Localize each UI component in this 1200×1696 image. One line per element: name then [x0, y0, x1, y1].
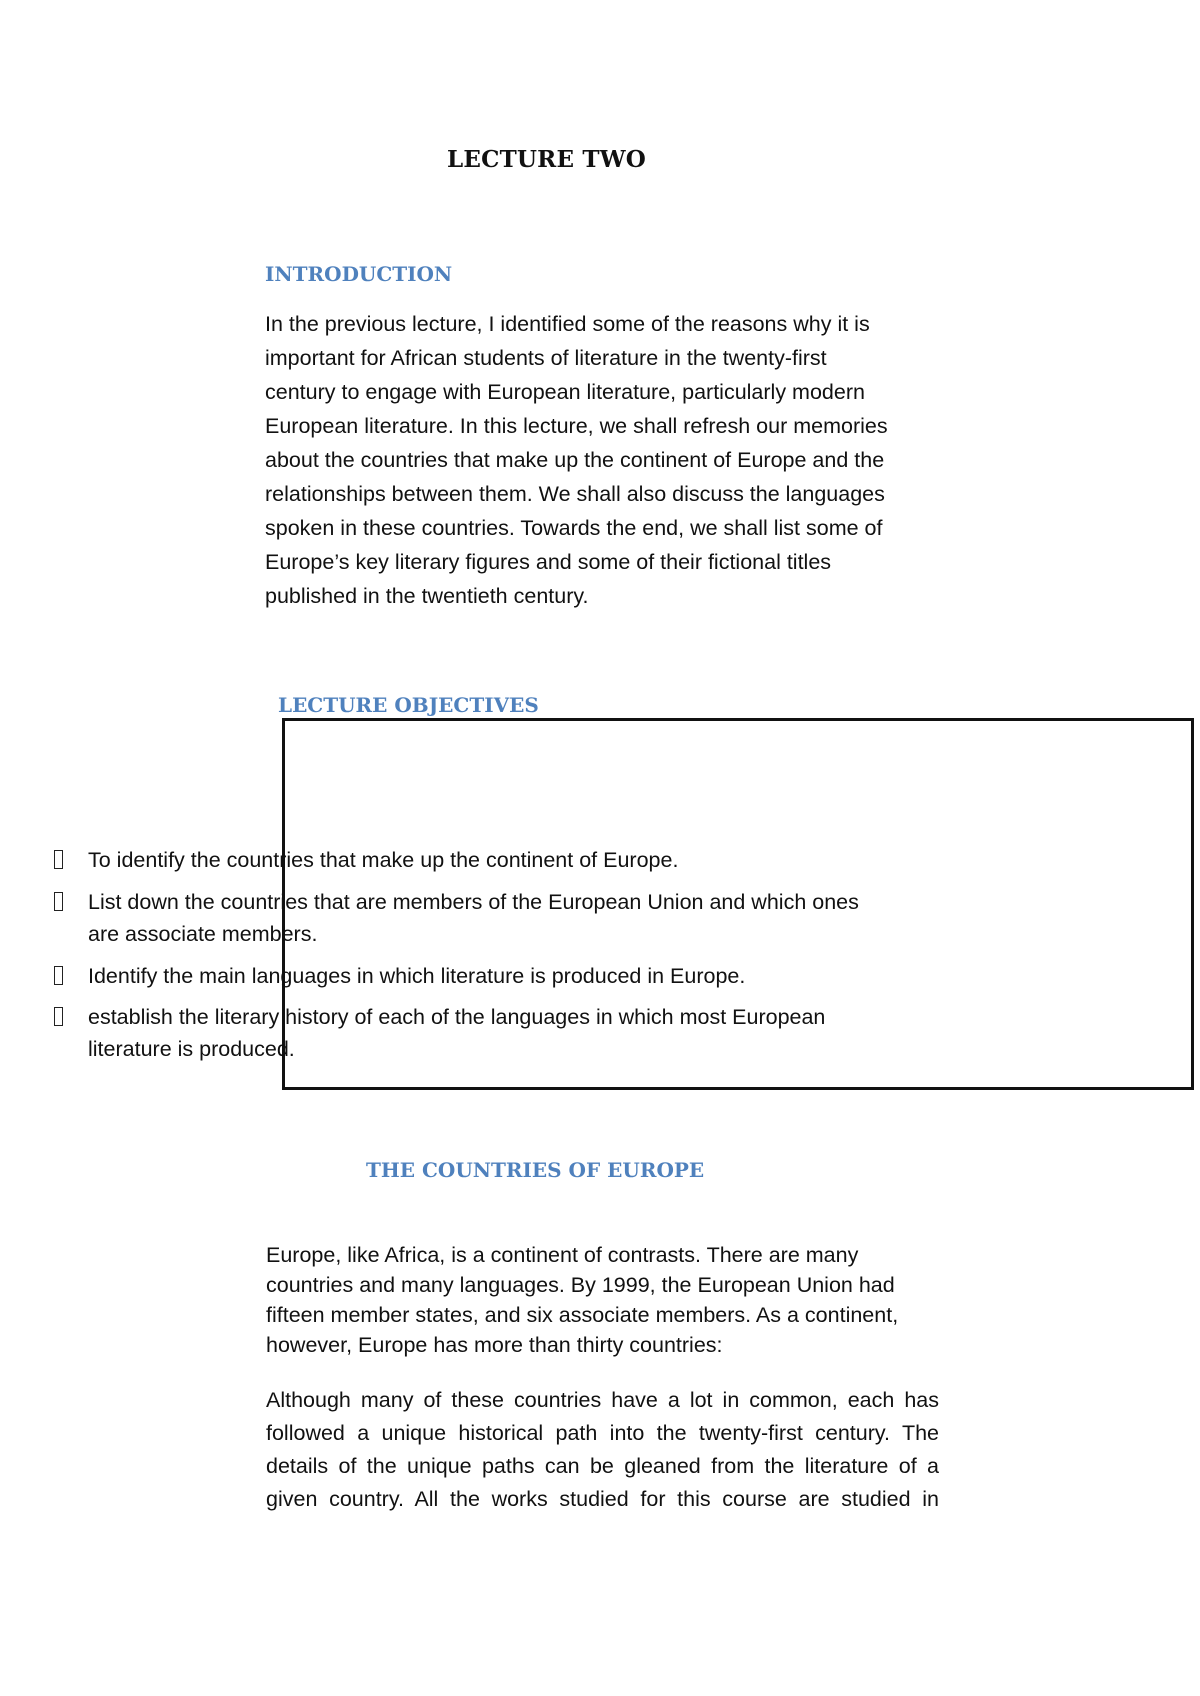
- paragraph-line: given country. All the works studied for this course are studied in: [266, 1487, 939, 1511]
- countries-paragraph: [266, 1240, 898, 1360]
- page-title: LECTURE TWO: [447, 146, 647, 173]
- introduction-heading: INTRODUCTION: [265, 262, 453, 286]
- objective-line: List down the countries that are members of the European Union and which ones: [88, 890, 859, 914]
- paragraph-line: however, Europe has more than thirty countries:: [266, 1333, 723, 1357]
- objective-text: [88, 1001, 898, 1065]
- objectives-heading: LECTURE OBJECTIVES: [278, 693, 539, 717]
- missing-glyph-box-icon: [54, 966, 63, 985]
- paragraph-line: In the previous lecture, I identified some of the reasons why it is: [265, 312, 870, 336]
- paragraph-line: relationships between them. We shall also discuss the languages: [265, 482, 885, 506]
- objective-text: [88, 886, 898, 950]
- objective-line: To identify the countries that make up the continent of Europe.: [88, 848, 679, 872]
- objective-line: literature is produced.: [88, 1037, 295, 1061]
- history-paragraph: [266, 1384, 939, 1516]
- missing-glyph-box-icon: [54, 850, 63, 869]
- objective-text: [88, 844, 898, 876]
- objective-line: establish the literary history of each of the languages in which most European: [88, 1005, 826, 1029]
- missing-glyph-box-icon: [54, 892, 63, 911]
- paragraph-line: important for African students of literature in the twenty-first: [265, 346, 827, 370]
- objective-text: [88, 960, 898, 992]
- paragraph-line: Although many of these countries have a lot in common, each has: [266, 1388, 939, 1412]
- paragraph-line: century to engage with European literature, particularly modern: [265, 380, 865, 404]
- paragraph-line: about the countries that make up the continent of Europe and the: [265, 448, 885, 472]
- paragraph-line: published in the twentieth century.: [265, 584, 589, 608]
- objective-line: are associate members.: [88, 922, 318, 946]
- paragraph-line: followed a unique historical path into the twenty-first century. The: [266, 1421, 939, 1445]
- paragraph-line: details of the unique paths can be gleaned from the literature of a: [266, 1454, 939, 1478]
- objective-line: Identify the main languages in which literature is produced in Europe.: [88, 964, 746, 988]
- countries-heading: THE COUNTRIES OF EUROPE: [366, 1158, 705, 1182]
- paragraph-line: fifteen member states, and six associate members. As a continent,: [266, 1303, 899, 1327]
- paragraph-line: spoken in these countries. Towards the end, we shall list some of: [265, 516, 883, 540]
- paragraph-line: countries and many languages. By 1999, the European Union had: [266, 1273, 895, 1297]
- paragraph-line: European literature. In this lecture, we shall refresh our memories: [265, 414, 888, 438]
- paragraph-line: Europe’s key literary figures and some of their fictional titles: [265, 550, 832, 574]
- missing-glyph-box-icon: [54, 1007, 63, 1026]
- paragraph-line: Europe, like Africa, is a continent of contrasts. There are many: [266, 1243, 859, 1267]
